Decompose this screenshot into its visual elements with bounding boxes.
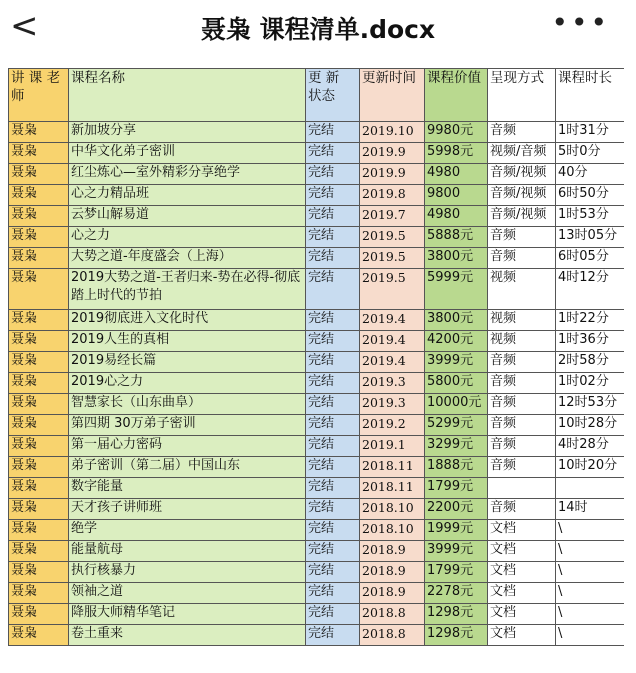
cell-course-name: 中华文化弟子密训 <box>69 143 306 164</box>
cell-format: 音频 <box>488 248 556 269</box>
cell-update-time: 2019.8 <box>360 185 425 206</box>
cell-duration: 10时28分 <box>556 415 625 436</box>
cell-price: 10000元 <box>425 394 488 415</box>
cell-duration: \ <box>556 604 625 625</box>
cell-teacher: 聂枭 <box>9 520 69 541</box>
cell-update-time: 2019.4 <box>360 331 425 352</box>
cell-course-name: 2019大势之道-王者归来-势在必得-彻底踏上时代的节拍 <box>69 269 306 310</box>
cell-price: 4980 <box>425 164 488 185</box>
cell-price: 3999元 <box>425 541 488 562</box>
table-row <box>9 583 625 604</box>
table-row <box>9 373 625 394</box>
cell-format: 文档 <box>488 583 556 604</box>
table-row <box>9 499 625 520</box>
cell-status: 完结 <box>306 562 360 583</box>
cell-teacher: 聂枭 <box>9 269 69 310</box>
cell-status: 完结 <box>306 436 360 457</box>
table-row <box>9 248 625 269</box>
cell-price: 4200元 <box>425 331 488 352</box>
cell-price: 4980 <box>425 206 488 227</box>
cell-update-time: 2019.5 <box>360 269 425 310</box>
cell-price: 1799元 <box>425 562 488 583</box>
cell-teacher: 聂枭 <box>9 625 69 646</box>
cell-teacher: 聂枭 <box>9 394 69 415</box>
cell-price: 1298元 <box>425 625 488 646</box>
cell-course-name: 领袖之道 <box>69 583 306 604</box>
cell-format <box>488 478 556 499</box>
cell-course-name: 能量航母 <box>69 541 306 562</box>
cell-price: 2200元 <box>425 499 488 520</box>
cell-format: 视频 <box>488 269 556 310</box>
cell-teacher: 聂枭 <box>9 436 69 457</box>
cell-status: 完结 <box>306 122 360 143</box>
cell-price: 3800元 <box>425 310 488 331</box>
cell-update-time: 2018.11 <box>360 478 425 499</box>
cell-update-time: 2018.8 <box>360 625 425 646</box>
table-row <box>9 143 625 164</box>
cell-format: 音频 <box>488 436 556 457</box>
cell-course-name: 2019彻底进入文化时代 <box>69 310 306 331</box>
header-price: 课程价值 <box>425 69 488 122</box>
cell-update-time: 2018.10 <box>360 520 425 541</box>
header-format: 呈现方式 <box>488 69 556 122</box>
cell-update-time: 2019.9 <box>360 164 425 185</box>
cell-teacher: 聂枭 <box>9 541 69 562</box>
cell-format: 音频 <box>488 373 556 394</box>
cell-price: 5999元 <box>425 269 488 310</box>
table-row <box>9 331 625 352</box>
cell-price: 5299元 <box>425 415 488 436</box>
cell-update-time: 2019.10 <box>360 122 425 143</box>
cell-course-name: 云梦山解易道 <box>69 206 306 227</box>
cell-format: 音频 <box>488 122 556 143</box>
cell-status: 完结 <box>306 625 360 646</box>
cell-duration: 5时0分 <box>556 143 625 164</box>
header-status: 更 新 状态 <box>306 69 360 122</box>
cell-status: 完结 <box>306 478 360 499</box>
cell-teacher: 聂枭 <box>9 415 69 436</box>
cell-duration: 10时20分 <box>556 457 625 478</box>
cell-course-name: 大势之道-年度盛会（上海） <box>69 248 306 269</box>
cell-price: 2278元 <box>425 583 488 604</box>
cell-price: 5998元 <box>425 143 488 164</box>
cell-status: 完结 <box>306 520 360 541</box>
cell-update-time: 2019.5 <box>360 227 425 248</box>
cell-status: 完结 <box>306 415 360 436</box>
cell-update-time: 2019.9 <box>360 143 425 164</box>
cell-format: 音频 <box>488 227 556 248</box>
cell-price: 1999元 <box>425 520 488 541</box>
cell-format: 音频 <box>488 457 556 478</box>
cell-price: 5888元 <box>425 227 488 248</box>
cell-format: 音频/视频 <box>488 185 556 206</box>
cell-price: 1298元 <box>425 604 488 625</box>
cell-teacher: 聂枭 <box>9 310 69 331</box>
cell-status: 完结 <box>306 541 360 562</box>
header-duration: 课程时长 <box>556 69 625 122</box>
cell-duration: 6时50分 <box>556 185 625 206</box>
cell-course-name: 新加坡分享 <box>69 122 306 143</box>
cell-update-time: 2018.10 <box>360 499 425 520</box>
cell-status: 完结 <box>306 373 360 394</box>
cell-teacher: 聂枭 <box>9 122 69 143</box>
cell-course-name: 绝学 <box>69 520 306 541</box>
table-row <box>9 457 625 478</box>
cell-course-name: 数字能量 <box>69 478 306 499</box>
cell-duration: 1时22分 <box>556 310 625 331</box>
header-teacher: 讲 课 老师 <box>9 69 69 122</box>
cell-teacher: 聂枭 <box>9 373 69 394</box>
more-options-icon[interactable]: ••• <box>551 6 610 39</box>
cell-update-time: 2019.4 <box>360 352 425 373</box>
cell-duration: 40分 <box>556 164 625 185</box>
cell-teacher: 聂枭 <box>9 352 69 373</box>
cell-price: 1888元 <box>425 457 488 478</box>
header-row <box>9 69 625 122</box>
header-update-time: 更新时间 <box>360 69 425 122</box>
cell-course-name: 红尘炼心—室外精彩分享绝学 <box>69 164 306 185</box>
cell-duration: 12时53分 <box>556 394 625 415</box>
cell-status: 完结 <box>306 394 360 415</box>
table-row <box>9 164 625 185</box>
cell-format: 音频 <box>488 394 556 415</box>
cell-format: 音频 <box>488 352 556 373</box>
cell-teacher: 聂枭 <box>9 583 69 604</box>
cell-format: 视频/音频 <box>488 143 556 164</box>
cell-format: 视频 <box>488 331 556 352</box>
cell-teacher: 聂枭 <box>9 604 69 625</box>
cell-teacher: 聂枭 <box>9 478 69 499</box>
cell-duration: 2时58分 <box>556 352 625 373</box>
table-row <box>9 562 625 583</box>
cell-price: 3999元 <box>425 352 488 373</box>
cell-duration: 1时36分 <box>556 331 625 352</box>
cell-teacher: 聂枭 <box>9 227 69 248</box>
cell-price: 3800元 <box>425 248 488 269</box>
back-arrow-icon[interactable]: < <box>10 6 39 46</box>
cell-update-time: 2019.3 <box>360 373 425 394</box>
table-row <box>9 520 625 541</box>
cell-course-name: 智慧家长（山东曲阜） <box>69 394 306 415</box>
cell-status: 完结 <box>306 352 360 373</box>
cell-update-time: 2018.9 <box>360 583 425 604</box>
cell-course-name: 心之力 <box>69 227 306 248</box>
cell-update-time: 2018.9 <box>360 562 425 583</box>
cell-price: 5800元 <box>425 373 488 394</box>
cell-status: 完结 <box>306 185 360 206</box>
cell-update-time: 2018.8 <box>360 604 425 625</box>
table-row <box>9 269 625 310</box>
cell-course-name: 第一届心力密码 <box>69 436 306 457</box>
cell-format: 文档 <box>488 562 556 583</box>
cell-duration: 4时28分 <box>556 436 625 457</box>
table-row <box>9 541 625 562</box>
cell-status: 完结 <box>306 269 360 310</box>
cell-update-time: 2019.7 <box>360 206 425 227</box>
header-course-name: 课程名称 <box>69 69 306 122</box>
cell-status: 完结 <box>306 457 360 478</box>
cell-price: 9980元 <box>425 122 488 143</box>
top-bar <box>0 0 636 52</box>
cell-status: 完结 <box>306 331 360 352</box>
cell-status: 完结 <box>306 248 360 269</box>
cell-teacher: 聂枭 <box>9 206 69 227</box>
table-row <box>9 415 625 436</box>
cell-duration: \ <box>556 583 625 604</box>
table-row <box>9 206 625 227</box>
cell-course-name: 2019易经长篇 <box>69 352 306 373</box>
cell-update-time: 2018.9 <box>360 541 425 562</box>
cell-format: 音频 <box>488 415 556 436</box>
cell-duration <box>556 478 625 499</box>
cell-format: 音频/视频 <box>488 164 556 185</box>
cell-format: 音频 <box>488 499 556 520</box>
cell-status: 完结 <box>306 143 360 164</box>
document-title: 聂枭 课程清单.docx <box>200 15 436 44</box>
cell-duration: 14时 <box>556 499 625 520</box>
cell-duration: \ <box>556 520 625 541</box>
cell-price: 3299元 <box>425 436 488 457</box>
cell-duration: \ <box>556 625 625 646</box>
cell-teacher: 聂枭 <box>9 185 69 206</box>
cell-teacher: 聂枭 <box>9 143 69 164</box>
cell-format: 视频 <box>488 310 556 331</box>
cell-duration: 1时02分 <box>556 373 625 394</box>
cell-update-time: 2019.4 <box>360 310 425 331</box>
cell-course-name: 天才孩子讲师班 <box>69 499 306 520</box>
cell-duration: 6时05分 <box>556 248 625 269</box>
cell-format: 音频/视频 <box>488 206 556 227</box>
cell-price: 1799元 <box>425 478 488 499</box>
table-row <box>9 227 625 248</box>
table-row <box>9 185 625 206</box>
cell-update-time: 2018.11 <box>360 457 425 478</box>
table-row <box>9 436 625 457</box>
cell-update-time: 2019.2 <box>360 415 425 436</box>
cell-course-name: 2019心之力 <box>69 373 306 394</box>
table-row <box>9 478 625 499</box>
table-row <box>9 122 625 143</box>
cell-status: 完结 <box>306 310 360 331</box>
cell-duration: 13时05分 <box>556 227 625 248</box>
table-row <box>9 394 625 415</box>
cell-status: 完结 <box>306 206 360 227</box>
cell-duration: 1时53分 <box>556 206 625 227</box>
cell-status: 完结 <box>306 164 360 185</box>
table-row <box>9 625 625 646</box>
cell-course-name: 心之力精品班 <box>69 185 306 206</box>
cell-teacher: 聂枭 <box>9 499 69 520</box>
table-row <box>9 604 625 625</box>
cell-price: 9800 <box>425 185 488 206</box>
cell-teacher: 聂枭 <box>9 457 69 478</box>
cell-update-time: 2019.5 <box>360 248 425 269</box>
cell-teacher: 聂枭 <box>9 248 69 269</box>
table-row <box>9 310 625 331</box>
cell-format: 文档 <box>488 604 556 625</box>
cell-format: 文档 <box>488 520 556 541</box>
cell-course-name: 2019人生的真相 <box>69 331 306 352</box>
cell-course-name: 卷土重来 <box>69 625 306 646</box>
cell-course-name: 第四期 30万弟子密训 <box>69 415 306 436</box>
cell-format: 文档 <box>488 541 556 562</box>
course-table <box>8 68 624 646</box>
cell-status: 完结 <box>306 604 360 625</box>
cell-course-name: 执行核暴力 <box>69 562 306 583</box>
cell-duration: \ <box>556 541 625 562</box>
cell-teacher: 聂枭 <box>9 164 69 185</box>
document-sheet[interactable] <box>8 68 624 673</box>
cell-teacher: 聂枭 <box>9 331 69 352</box>
table-row <box>9 352 625 373</box>
cell-status: 完结 <box>306 499 360 520</box>
cell-format: 文档 <box>488 625 556 646</box>
cell-duration: 4时12分 <box>556 269 625 310</box>
cell-status: 完结 <box>306 227 360 248</box>
cell-duration: 1时31分 <box>556 122 625 143</box>
cell-duration: \ <box>556 562 625 583</box>
cell-course-name: 降服大师精华笔记 <box>69 604 306 625</box>
cell-update-time: 2019.3 <box>360 394 425 415</box>
cell-status: 完结 <box>306 583 360 604</box>
cell-update-time: 2019.1 <box>360 436 425 457</box>
cell-course-name: 弟子密训（第二届）中国山东 <box>69 457 306 478</box>
cell-teacher: 聂枭 <box>9 562 69 583</box>
